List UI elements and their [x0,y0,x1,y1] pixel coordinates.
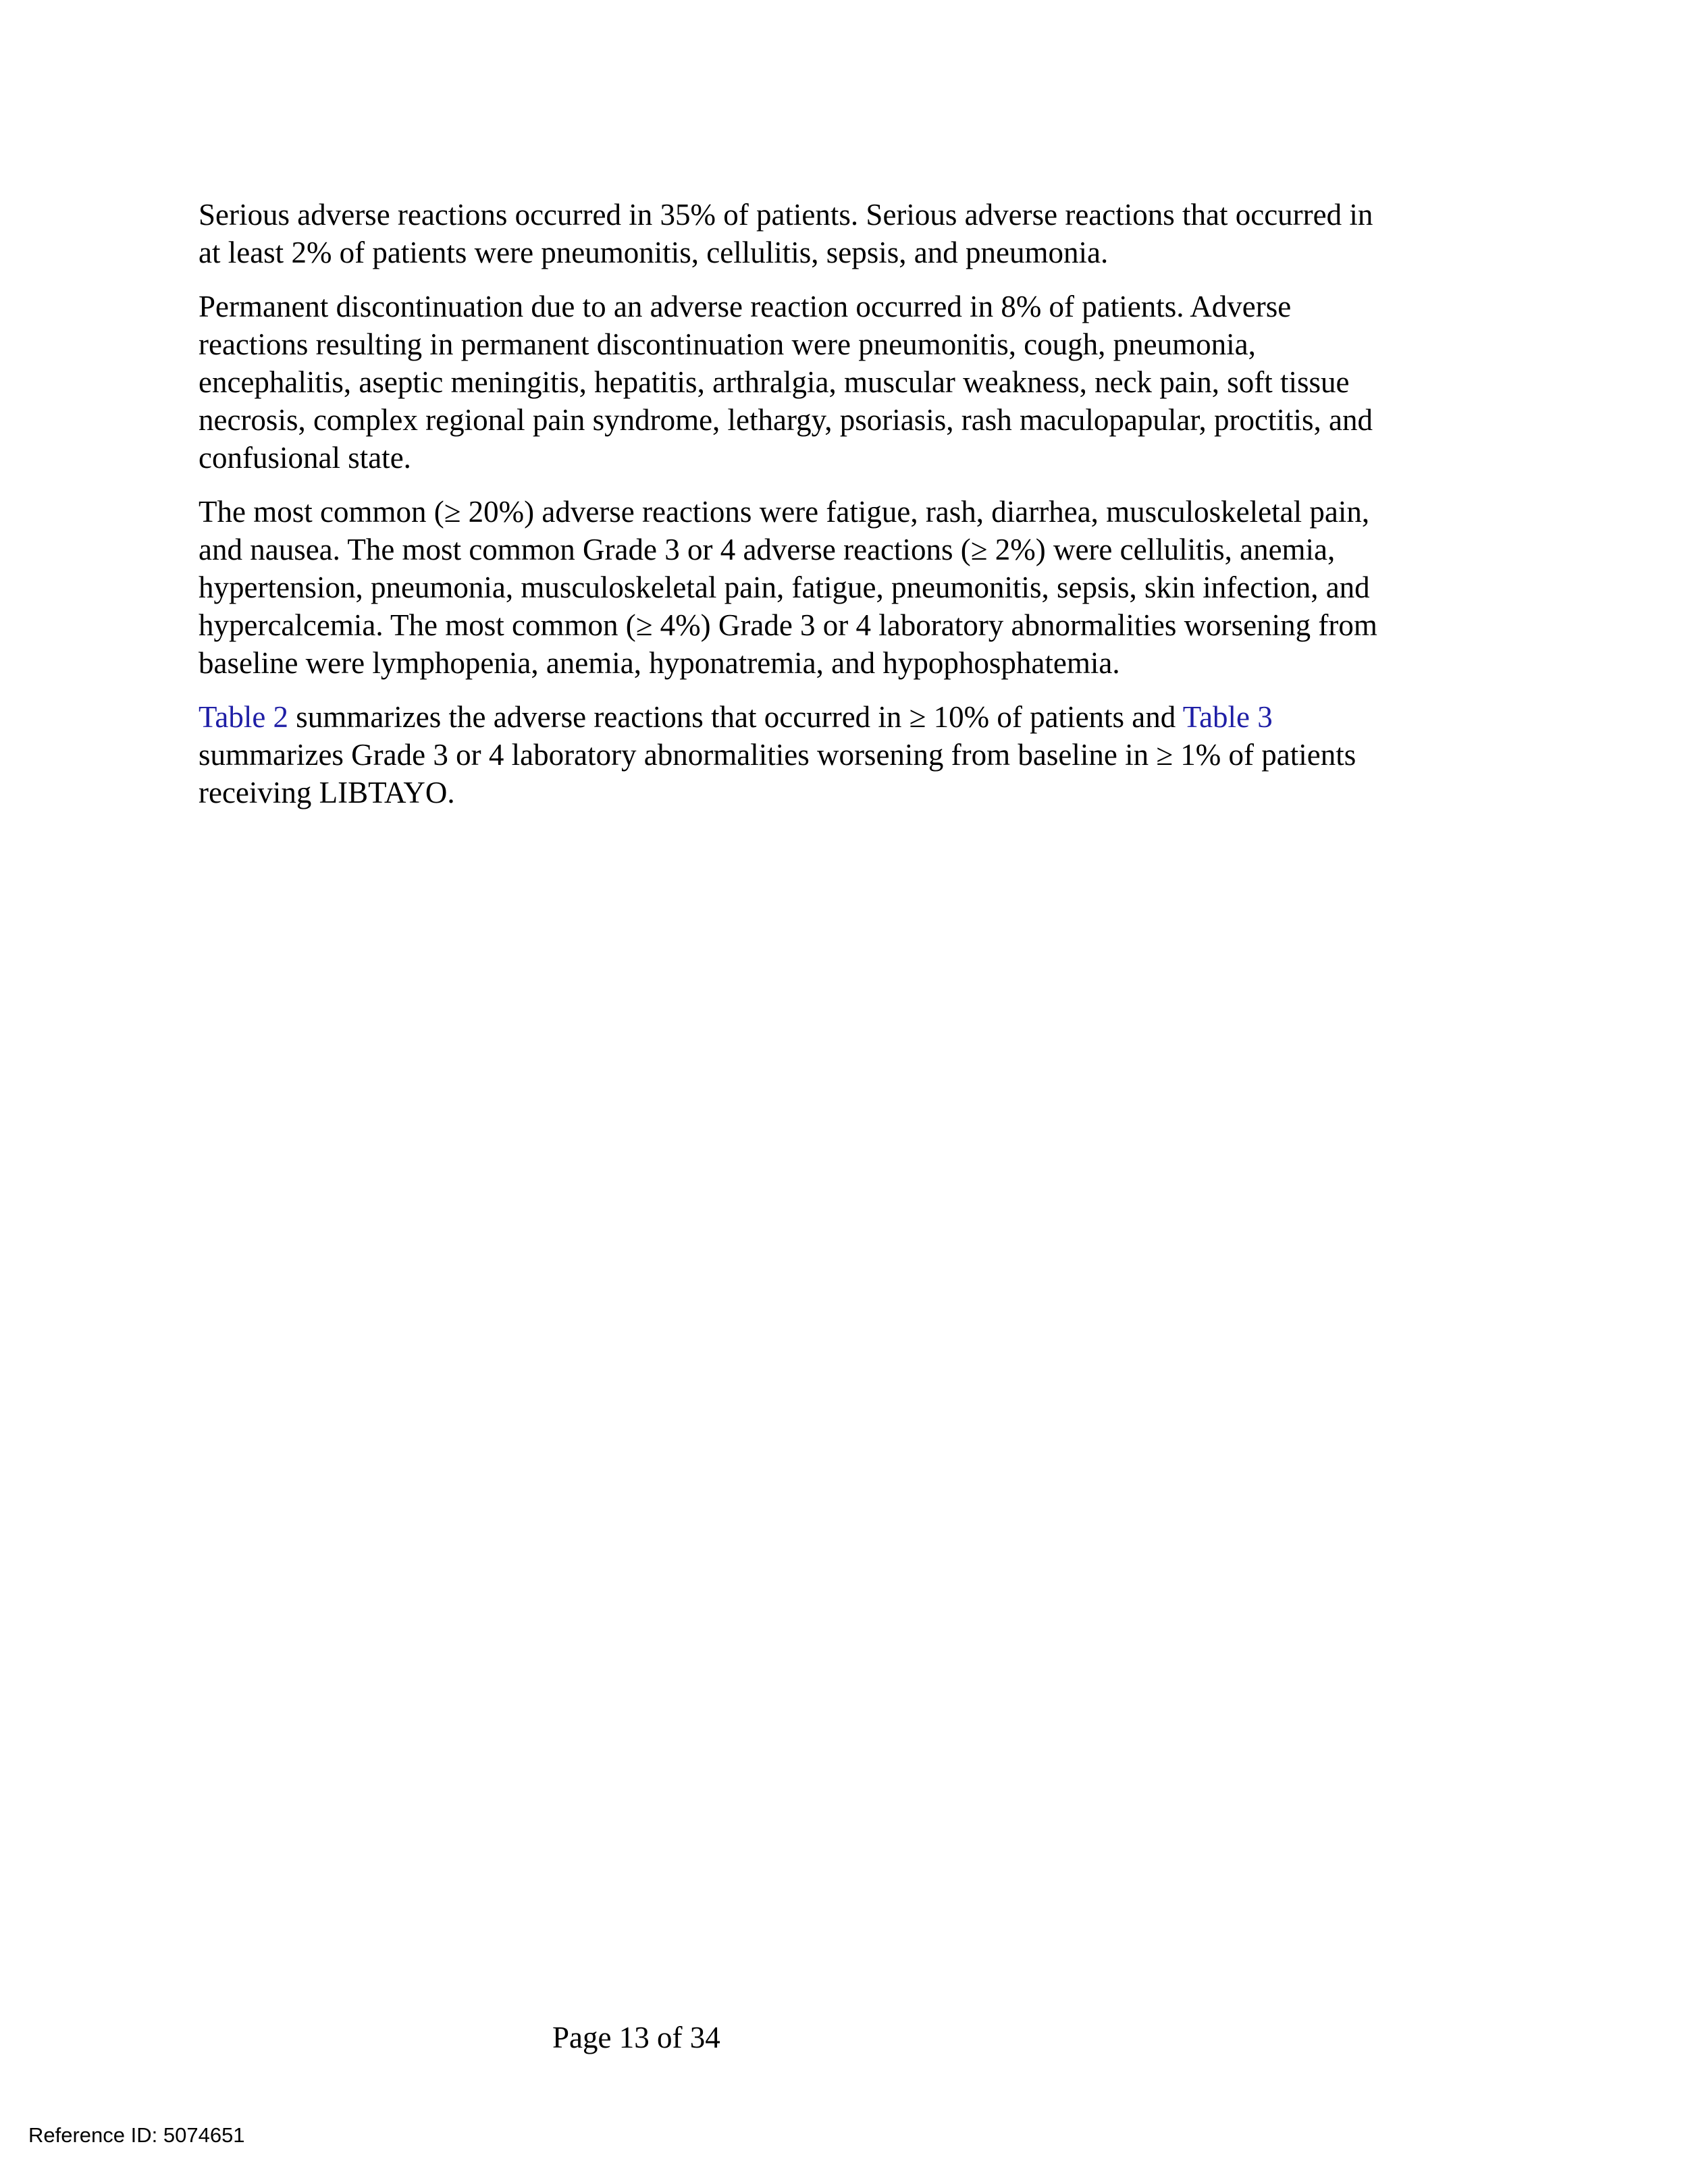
text-line: and nausea. The most common Grade 3 or 4 adverse reactions (≥ 2%) were cellulitis, anemia, [199,533,1336,566]
text-line: necrosis, complex regional pain syndrome, lethargy, psoriasis, rash maculopapular, proctitis, and [199,403,1373,437]
paragraph-table-summary [199,698,1495,811]
text-line: The most common (≥ 20%) adverse reactions were fatigue, rash, diarrhea, musculoskeletal pain, [199,495,1370,529]
page-number: Page 13 of 34 [552,2021,720,2054]
text-line: baseline were lymphopenia, anemia, hyponatremia, and hypophosphatemia. [199,646,1120,680]
text-segment: summarizes the adverse reactions that occurred in ≥ 10% of patients and [288,700,1183,734]
paragraph-serious-adverse-reactions [199,196,1495,271]
paragraph-most-common-reactions [199,493,1495,682]
paragraph-permanent-discontinuation [199,288,1495,477]
text-line: encephalitis, aseptic meningitis, hepatitis, arthralgia, muscular weakness, neck pain, soft tissue [199,365,1350,399]
text-line: Serious adverse reactions occurred in 35% of patients. Serious adverse reactions that occurred in [199,198,1373,232]
text-line: Permanent discontinuation due to an adverse reaction occurred in 8% of patients. Adverse [199,290,1292,323]
text-line: hypercalcemia. The most common (≥ 4%) Grade 3 or 4 laboratory abnormalities worsening from [199,608,1377,642]
text-line: hypertension, pneumonia, musculoskeletal pain, fatigue, pneumonitis, sepsis, skin infection, and [199,570,1370,604]
table-2-link[interactable]: Table 2 [199,700,289,734]
table-3-link[interactable]: Table 3 [1182,700,1273,734]
text-line [199,698,1495,736]
text-line: confusional state. [199,441,411,475]
text-line: at least 2% of patients were pneumonitis, cellulitis, sepsis, and pneumonia. [199,236,1109,269]
text-line: receiving LIBTAYO. [199,776,455,809]
text-line: reactions resulting in permanent discontinuation were pneumonitis, cough, pneumonia, [199,327,1256,361]
text-line: summarizes Grade 3 or 4 laboratory abnormalities worsening from baseline in ≥ 1% of patients [199,738,1356,772]
reference-id: Reference ID: 5074651 [28,2123,245,2147]
document-body [199,196,1495,828]
